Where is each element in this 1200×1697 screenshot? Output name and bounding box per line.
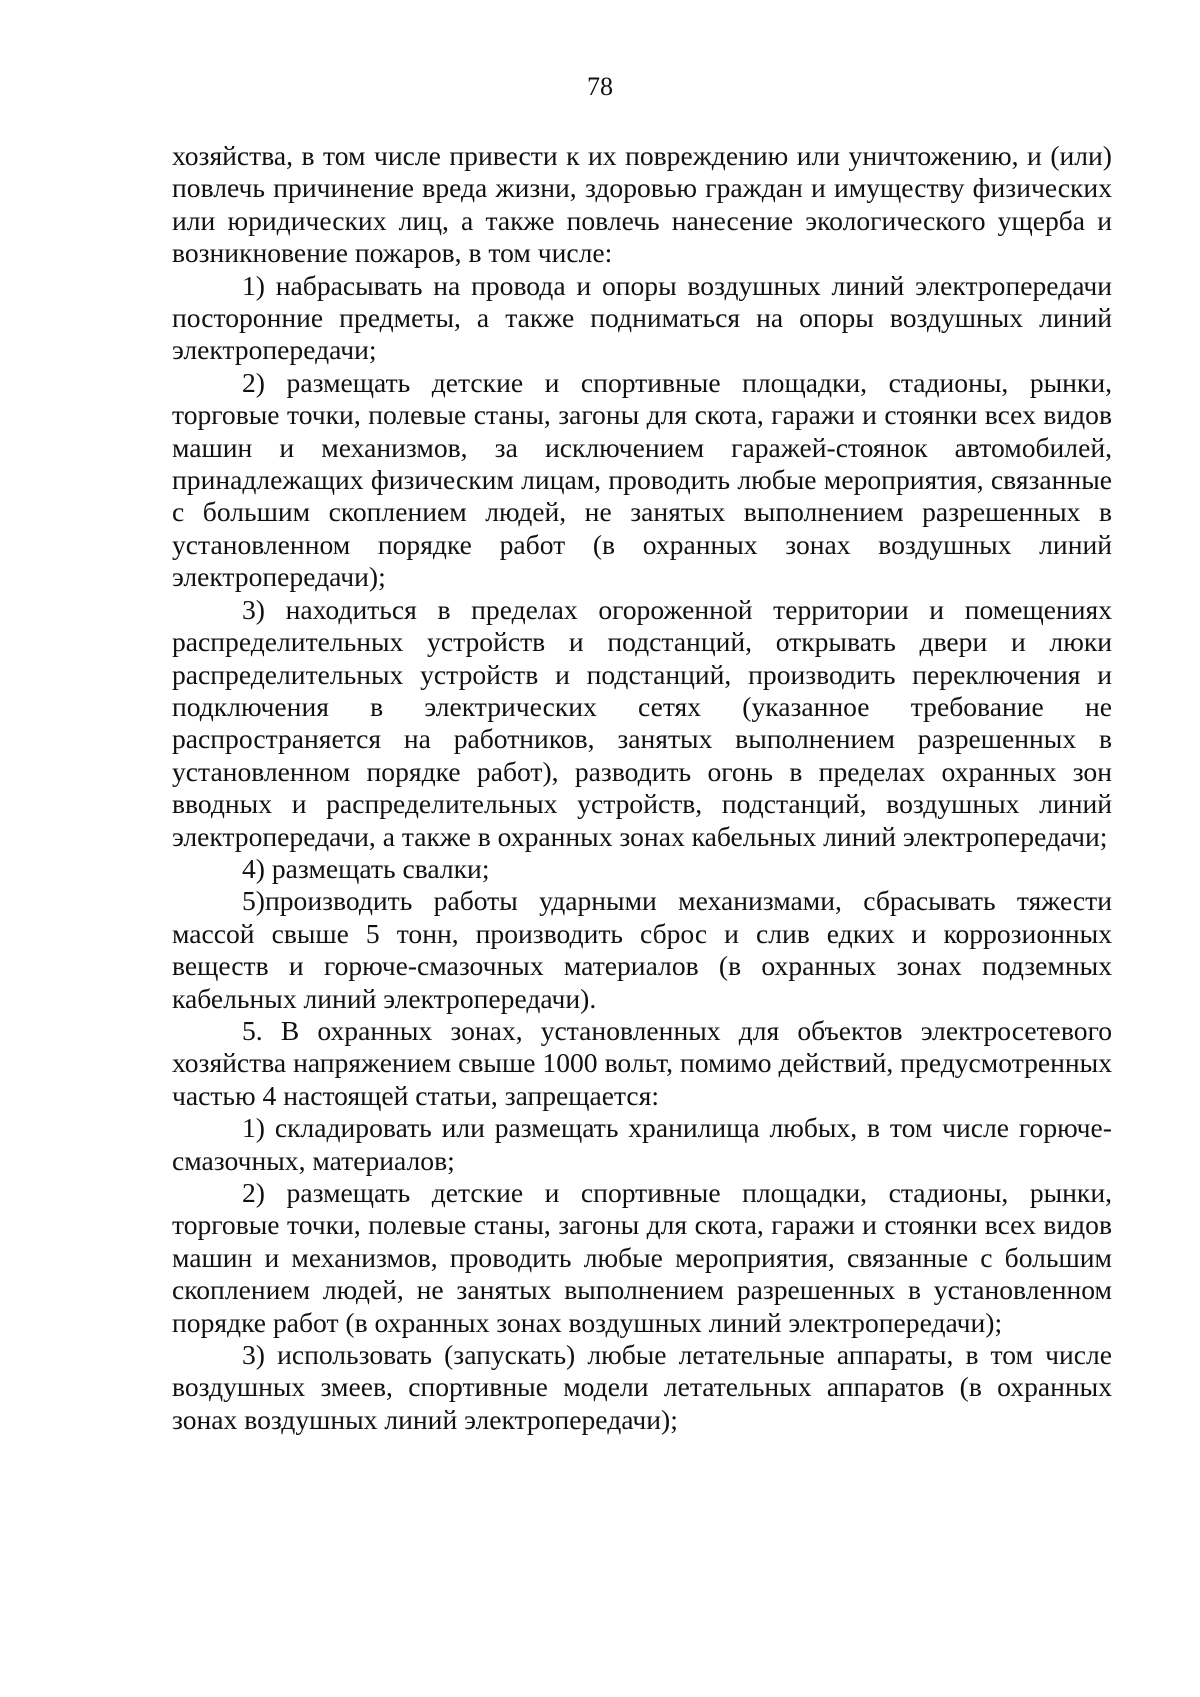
paragraph-item: 5)производить работы ударными механизмами, сбрасывать тяжести массой свыше 5 тонн, производить сброс и слив едких и коррозионных веществ и горюче-смазочных материалов (в охранных зонах подземных кабельных линий электропередачи). bbox=[172, 885, 1112, 1014]
paragraph-section: 5. В охранных зонах, установленных для объектов электросетевого хозяйства напряжением свыше 1000 вольт, помимо действий, предусмотренных частью 4 настоящей статьи, запрещается: bbox=[172, 1014, 1112, 1111]
document-body bbox=[172, 140, 1112, 1436]
page-number: 78 bbox=[587, 72, 613, 101]
paragraph-continuation: хозяйства, в том числе привести к их повреждению или уничтожению, и (или) повлечь причинение вреда жизни, здоровью граждан и имуществу физических или юридических лиц, а также повлечь нанесение экологического ущерба и возникновение пожаров, в том числе: bbox=[172, 140, 1112, 269]
paragraph-item: 1) набрасывать на провода и опоры воздушных линий электропередачи посторонние предметы, а также подниматься на опоры воздушных линий электропередачи; bbox=[172, 269, 1112, 366]
paragraph-item: 3) использовать (запускать) любые летательные аппараты, в том числе воздушных змеев, спортивные модели летательных аппаратов (в охранных зонах воздушных линий электропередачи); bbox=[172, 1339, 1112, 1435]
paragraph-item: 3) находиться в пределах огороженной территории и помещениях распределительных устройств и подстанций, открывать двери и люки распределительных устройств и подстанций, производить переключения и подключения в электрических сетях (указанное требование не распространяется на работников, занятых выполнением разрешенных в установленном порядке работ), разводить огонь в пределах охранных зон вводных и распределительных устройств, подстанций, воздушных линий электропередачи, а также в охранных зонах кабельных линий электропередачи; bbox=[172, 593, 1112, 852]
paragraph-item: 1) складировать или размещать хранилища любых, в том числе горюче-смазочных, материалов; bbox=[172, 1112, 1112, 1176]
paragraph-item: 4) размещать свалки; bbox=[242, 852, 490, 884]
paragraph-item: 2) размещать детские и спортивные площадки, стадионы, рынки, торговые точки, полевые станы, загоны для скота, гаражи и стоянки всех видов машин и механизмов, проводить любые мероприятия, связанные с большим скоплением людей, не занятых выполнением разрешенных в установленном порядке работ (в охранных зонах воздушных линий электропередачи); bbox=[172, 1177, 1112, 1338]
paragraph-item: 2) размещать детские и спортивные площадки, стадионы, рынки, торговые точки, полевые станы, загоны для скота, гаражи и стоянки всех видов машин и механизмов, за исключением гаражей-стоянок автомобилей, принадлежащих физическим лицам, проводить любые мероприятия, связанные с большим скоплением людей, не занятых выполнением разрешенных в установленном порядке работ (в охранных зонах воздушных линий электропередачи); bbox=[172, 366, 1112, 593]
